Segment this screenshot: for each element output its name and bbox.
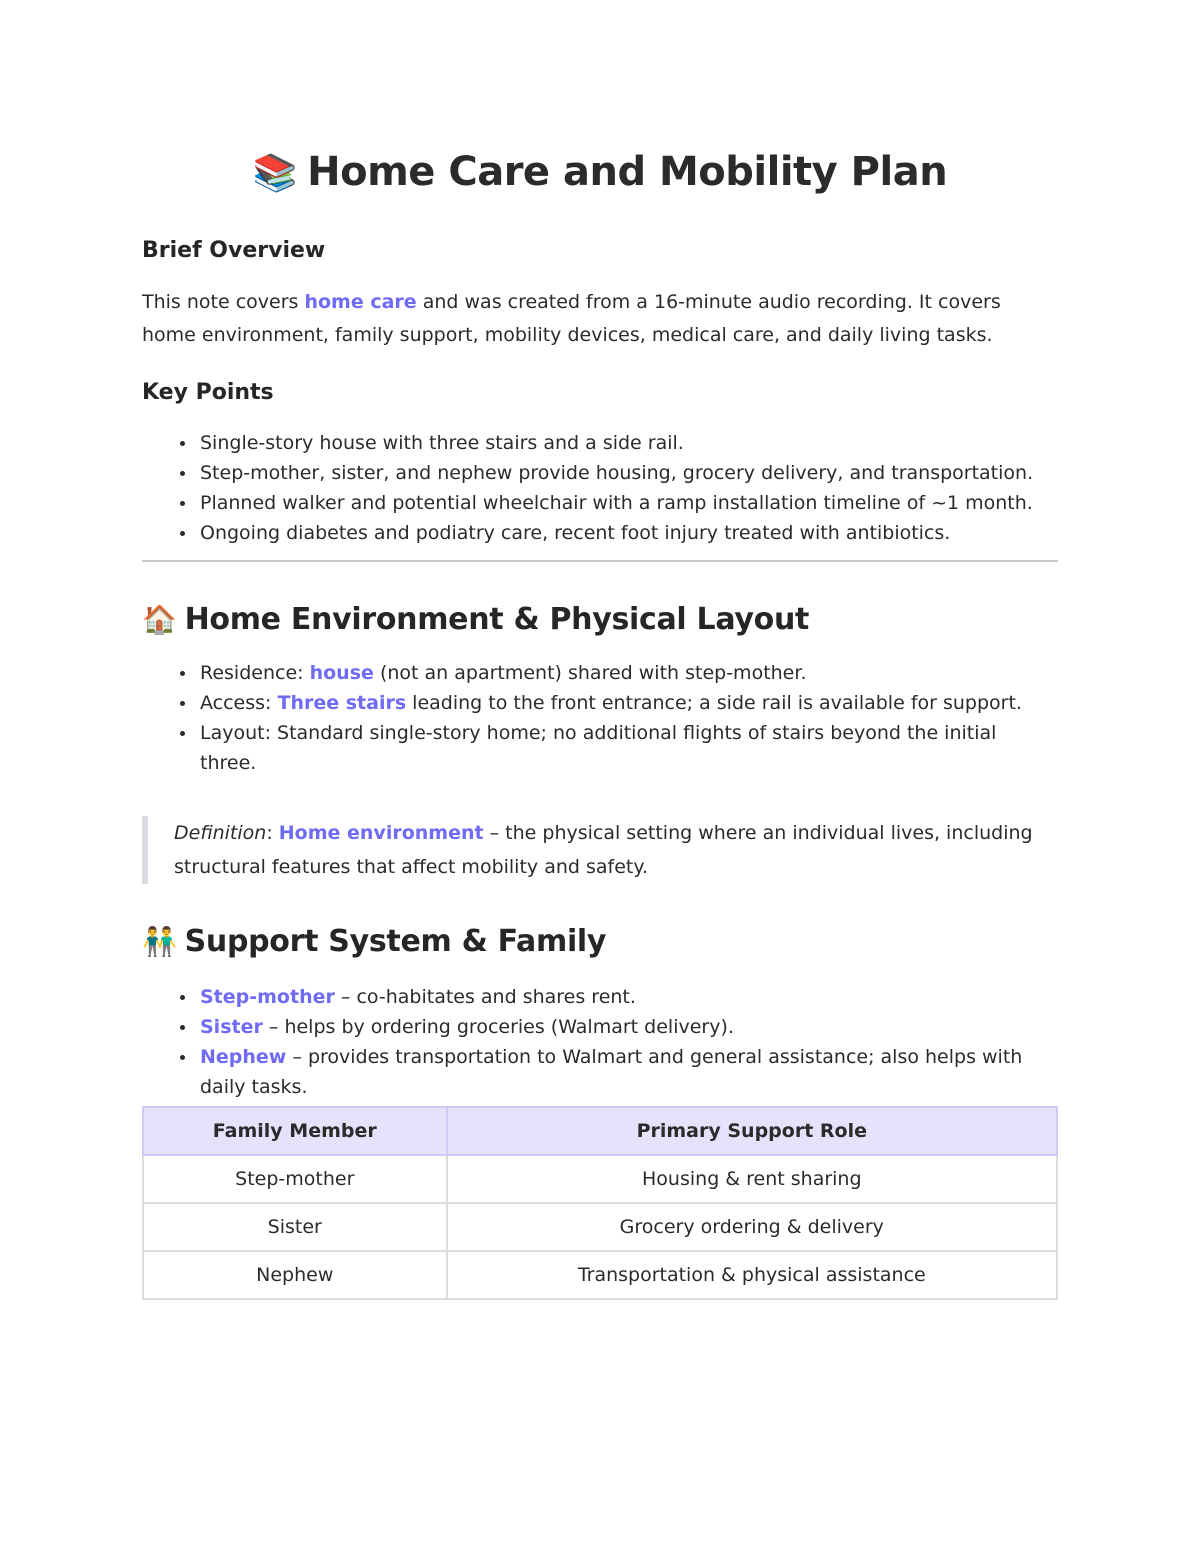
family-member-text: – provides transportation to Walmart and general assistance; also helps with daily tasks. — [200, 1046, 1023, 1098]
table-cell: Step-mother — [143, 1155, 447, 1203]
table-cell: Grocery ordering & delivery — [447, 1203, 1057, 1251]
family-member-text: – co-habitates and shares rent. — [334, 986, 636, 1008]
family-member-name: Sister — [200, 1016, 263, 1038]
list-item: Single-story house with three stairs and a side rail. — [200, 428, 1058, 458]
list-item: Step-mother, sister, and nephew provide housing, grocery delivery, and transportation. — [200, 458, 1058, 488]
definition-colon: : — [266, 822, 279, 844]
table-cell: Nephew — [143, 1251, 447, 1299]
table-header-row — [143, 1107, 1057, 1155]
definition-term: Home environment — [278, 822, 484, 844]
item-prefix: Access: — [200, 692, 278, 714]
overview-heading: Brief Overview — [142, 238, 326, 263]
table-row — [143, 1251, 1057, 1299]
list-item — [200, 982, 1058, 1012]
support-list — [142, 982, 1058, 1102]
overview-text-before: This note covers — [142, 291, 305, 313]
table-header-cell: Family Member — [143, 1107, 447, 1155]
key-points-list — [142, 428, 1058, 548]
family-member-text: – helps by ordering groceries (Walmart delivery). — [262, 1016, 734, 1038]
list-item — [200, 718, 1058, 778]
books-icon: 📚 — [252, 153, 298, 194]
item-rest: (not an apartment) shared with step-mother. — [373, 662, 807, 684]
house-icon: 🏠 — [142, 603, 177, 636]
home-environment-heading-text: Home Environment & Physical Layout — [184, 602, 810, 637]
page-title — [142, 140, 1058, 204]
home-environment-list — [142, 658, 1058, 778]
page-title-text: Home Care and Mobility Plan — [307, 149, 948, 195]
family-member-name: Nephew — [200, 1046, 287, 1068]
table-cell: Transportation & physical assistance — [447, 1251, 1057, 1299]
family-member-name: Step-mother — [200, 986, 335, 1008]
list-item — [200, 1042, 1058, 1102]
item-highlight: Three stairs — [277, 692, 407, 714]
overview-paragraph — [142, 286, 1058, 352]
home-environment-heading — [142, 600, 1058, 640]
document-content — [142, 140, 1058, 1300]
list-item — [200, 688, 1058, 718]
item-rest: leading to the front entrance; a side rail is available for support. — [406, 692, 1022, 714]
definition-callout — [142, 816, 1058, 884]
support-heading-text: Support System & Family — [184, 924, 607, 959]
definition-label: Definition — [174, 822, 267, 844]
table-cell: Housing & rent sharing — [447, 1155, 1057, 1203]
support-table — [142, 1106, 1058, 1300]
item-highlight: house — [309, 662, 374, 684]
table-cell: Sister — [143, 1203, 447, 1251]
overview-text-after: and was created from a 16-minute audio recording. It covers home environment, family support, mobility devices, medical care, and daily living tasks. — [142, 291, 1001, 346]
definition-text: – the physical setting where an individual lives, including structural features that affect mobility and safety. — [174, 822, 1033, 878]
list-item — [200, 658, 1058, 688]
item-prefix: Residence: — [200, 662, 310, 684]
overview-highlight: home care — [304, 291, 417, 313]
two-men-icon: 👬 — [142, 925, 177, 958]
support-heading — [142, 922, 1058, 962]
list-item — [200, 1012, 1058, 1042]
table-row — [143, 1155, 1057, 1203]
table-row — [143, 1203, 1057, 1251]
list-item: Planned walker and potential wheelchair with a ramp installation timeline of ~1 month. — [200, 488, 1058, 518]
item-prefix: Layout: Standard single-story home; no additional flights of stairs beyond the initial three. — [200, 722, 997, 774]
table-header-cell: Primary Support Role — [447, 1107, 1057, 1155]
list-item: Ongoing diabetes and podiatry care, recent foot injury treated with antibiotics. — [200, 518, 1058, 548]
key-points-heading: Key Points — [142, 380, 274, 405]
